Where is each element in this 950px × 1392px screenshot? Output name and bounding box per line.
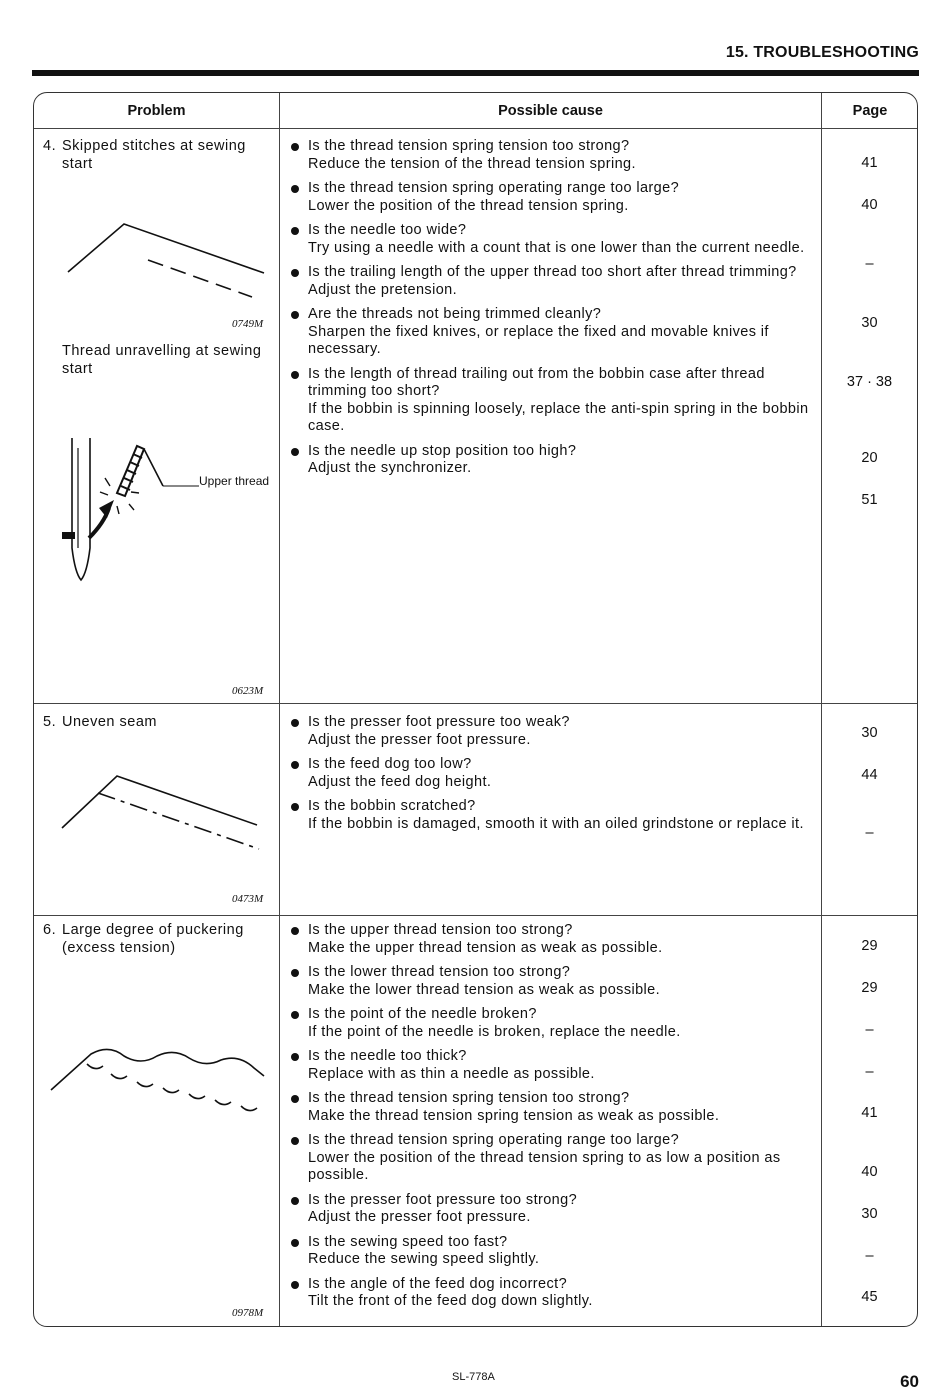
page-reference: – — [865, 825, 874, 841]
cause-item: Is the needle up stop position too high? Adjust the synchronizer. — [291, 443, 811, 478]
bullet-icon — [291, 927, 299, 935]
column-header-cause: Possible cause — [498, 103, 603, 119]
problem-label: 6. Large degree of puckering (excess tension) — [43, 922, 244, 956]
bullet-icon — [291, 269, 299, 277]
cause-list — [291, 138, 811, 485]
cause-item: Is the thread tension spring tension too strong? Reduce the tension of the thread tension spring. — [291, 138, 811, 173]
cause-item: Is the presser foot pressure too strong? Adjust the presser foot pressure. — [291, 1192, 811, 1227]
uneven-seam-figure — [59, 773, 264, 853]
page-reference: 37 · 38 — [846, 374, 893, 390]
row-divider — [34, 703, 917, 704]
troubleshooting-table — [33, 92, 918, 1327]
cause-item: Is the needle too thick? Replace with as thin a needle as possible. — [291, 1048, 811, 1083]
bullet-icon — [291, 185, 299, 193]
page-reference: 40 — [861, 1164, 878, 1180]
bullet-icon — [291, 448, 299, 456]
cause-item: Is the upper thread tension too strong? Make the upper thread tension as weak as possible. — [291, 922, 811, 957]
bullet-icon — [291, 803, 299, 811]
page-reference: 44 — [861, 767, 878, 783]
page-reference: 51 — [861, 492, 878, 508]
page-reference: 30 — [861, 1206, 878, 1222]
cause-item: Is the angle of the feed dog incorrect? Tilt the front of the feed dog down slightly. — [291, 1276, 811, 1311]
figure-code: 0978M — [232, 1307, 264, 1319]
bullet-icon — [291, 227, 299, 235]
cause-item: Is the trailing length of the upper thread too short after thread trimming? Adjust the pretension. — [291, 264, 811, 299]
cause-item: Is the thread tension spring operating range too large? Lower the position of the thread tension spring to as low a position as possible. — [291, 1132, 811, 1185]
bullet-icon — [291, 143, 299, 151]
page-reference: 30 — [861, 725, 878, 741]
bullet-icon — [291, 1281, 299, 1289]
page-reference: – — [865, 1064, 874, 1080]
cause-item: Is the needle too wide? Try using a needle with a count that is one lower than the current needle. — [291, 222, 811, 257]
footer-model: SL-778A — [452, 1371, 495, 1383]
problem-label: 4. Skipped stitches at sewing start — [43, 138, 246, 172]
cause-item: Is the thread tension spring operating range too large? Lower the position of the thread tension spring. — [291, 180, 811, 215]
section-title: 15. TROUBLESHOOTING — [725, 44, 919, 61]
cause-item: Is the feed dog too low? Adjust the feed dog height. — [291, 756, 811, 791]
row-divider — [34, 915, 917, 916]
bullet-icon — [291, 371, 299, 379]
problem-secondary-label: Thread unravelling at sewing start — [62, 343, 262, 377]
skipped-stitch-figure — [64, 221, 269, 301]
bullet-icon — [291, 969, 299, 977]
page-reference: 40 — [861, 197, 878, 213]
page-reference: – — [865, 1022, 874, 1038]
cause-item: Is the lower thread tension too strong? Make the lower thread tension as weak as possible. — [291, 964, 811, 999]
problem-label: 5. Uneven seam — [43, 714, 157, 730]
page-reference: 30 — [861, 315, 878, 331]
cause-item: Is the length of thread trailing out from the bobbin case after thread trimming too short? If the bobbin is spinning loosely, replace the anti-spin spring in the bobbin case. — [291, 366, 811, 436]
page-reference: 41 — [861, 155, 878, 171]
page-reference: – — [865, 256, 874, 272]
bullet-icon — [291, 1197, 299, 1205]
page-reference: 20 — [861, 450, 878, 466]
needle-thread-figure — [59, 438, 249, 583]
puckering-figure — [49, 1038, 269, 1128]
cause-item: Is the thread tension spring tension too strong? Make the thread tension spring tension as weak as possible. — [291, 1090, 811, 1125]
bullet-icon — [291, 761, 299, 769]
cause-item: Is the sewing speed too fast? Reduce the sewing speed slightly. — [291, 1234, 811, 1269]
cause-item: Is the bobbin scratched? If the bobbin is damaged, smooth it with an oiled grindstone or replace it. — [291, 798, 811, 833]
cause-list — [291, 922, 811, 1318]
page-reference: 29 — [861, 938, 878, 954]
figure-code: 0749M — [232, 318, 264, 330]
page-reference: – — [865, 1248, 874, 1264]
bullet-icon — [291, 1137, 299, 1145]
column-divider — [279, 93, 280, 1326]
page-reference: 41 — [861, 1105, 878, 1121]
figure-code: 0623M — [232, 685, 264, 697]
column-header-page: Page — [852, 103, 888, 119]
cause-list — [291, 714, 811, 840]
cause-item: Are the threads not being trimmed cleanly? Sharpen the fixed knives, or replace the fixed and movable knives if necessary. — [291, 306, 811, 359]
bullet-icon — [291, 719, 299, 727]
bullet-icon — [291, 1095, 299, 1103]
title-rule — [32, 70, 919, 76]
upper-thread-label: Upper thread — [199, 474, 270, 488]
page-reference: 29 — [861, 980, 878, 996]
cause-item: Is the point of the needle broken? If the point of the needle is broken, replace the needle. — [291, 1006, 811, 1041]
column-header-problem: Problem — [127, 103, 186, 119]
bullet-icon — [291, 1011, 299, 1019]
bullet-icon — [291, 1239, 299, 1247]
bullet-icon — [291, 1053, 299, 1061]
cause-item: Is the presser foot pressure too weak? Adjust the presser foot pressure. — [291, 714, 811, 749]
page-reference: 45 — [861, 1289, 878, 1305]
footer-page-number: 60 — [900, 1372, 919, 1391]
header-divider — [34, 128, 917, 129]
column-divider — [821, 93, 822, 1326]
figure-code: 0473M — [232, 893, 264, 905]
bullet-icon — [291, 311, 299, 319]
